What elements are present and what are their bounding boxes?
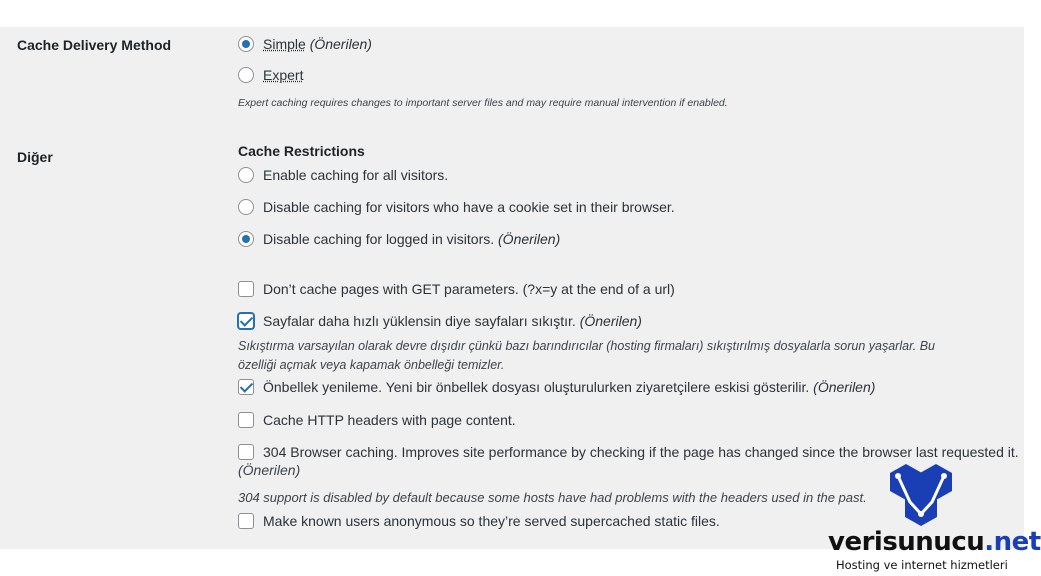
browser-304-note: (Önerilen) bbox=[238, 462, 301, 478]
browser-304-option[interactable]: 304 Browser caching. Improves site performance by checking if the page has changed since the browser last requested it. bbox=[238, 444, 1019, 460]
restrict-all-option[interactable]: Enable caching for all visitors. bbox=[238, 167, 448, 183]
verisunucu-logo bbox=[828, 462, 1041, 572]
delivery-description: Expert caching requires changes to important server files and may require manual intervention if enabled. bbox=[238, 97, 728, 109]
other-label: Diğer bbox=[17, 149, 53, 165]
http-headers-option[interactable]: Cache HTTP headers with page content. bbox=[238, 412, 516, 428]
compress-option[interactable]: Sayfalar daha hızlı yüklensin diye sayfaları sıkıştır. (Önerilen) bbox=[238, 313, 642, 329]
refresh-checkbox[interactable] bbox=[238, 379, 254, 395]
restrict-cookie-option[interactable]: Disable caching for visitors who have a cookie set in their browser. bbox=[238, 199, 675, 215]
delivery-simple-radio[interactable] bbox=[238, 36, 254, 52]
delivery-expert-radio[interactable] bbox=[238, 67, 254, 83]
http-headers-checkbox[interactable] bbox=[238, 412, 254, 428]
get-params-checkbox[interactable] bbox=[238, 281, 254, 297]
delivery-simple-option[interactable]: Simple (Önerilen) bbox=[238, 36, 372, 52]
restrict-cookie-radio[interactable] bbox=[238, 199, 254, 215]
browser-304-description: 304 support is disabled by default because some hosts have had problems with the headers used in the past. bbox=[238, 490, 867, 505]
restrict-logged-radio[interactable] bbox=[238, 231, 254, 247]
compress-checkbox[interactable] bbox=[238, 313, 254, 329]
restrict-logged-option[interactable]: Disable caching for logged in visitors. (Önerilen) bbox=[238, 231, 560, 247]
refresh-option[interactable]: Önbellek yenileme. Yeni bir önbellek dosyası oluşturulurken ziyaretçilere eskisi gösterilir. (Önerilen) bbox=[238, 379, 875, 395]
cache-delivery-method-label: Cache Delivery Method bbox=[17, 37, 172, 53]
browser-304-checkbox[interactable] bbox=[238, 444, 254, 460]
cache-restrictions-title: Cache Restrictions bbox=[238, 143, 365, 159]
logo-tagline: Hosting ve internet hizmetleri bbox=[836, 558, 1008, 572]
hexagon-logo-icon bbox=[886, 462, 956, 532]
logo-wordmark: verisunucu.net bbox=[828, 527, 1041, 557]
anonymous-checkbox[interactable] bbox=[238, 513, 254, 529]
anonymous-option[interactable]: Make known users anonymous so they’re served supercached static files. bbox=[238, 513, 720, 529]
restrict-all-radio[interactable] bbox=[238, 167, 254, 183]
get-params-option[interactable]: Don’t cache pages with GET parameters. (?x=y at the end of a url) bbox=[238, 281, 675, 297]
delivery-expert-option[interactable]: Expert bbox=[238, 67, 303, 83]
compress-description: Sıkıştırma varsayılan olarak devre dışıdır çünkü bazı barındırıcılar (hosting firmaları) sıkıştırılmış dosyalarla sorun yaşarlar. Bu özelliği açmak veya kapamak önbelleği temizler. bbox=[238, 339, 936, 372]
